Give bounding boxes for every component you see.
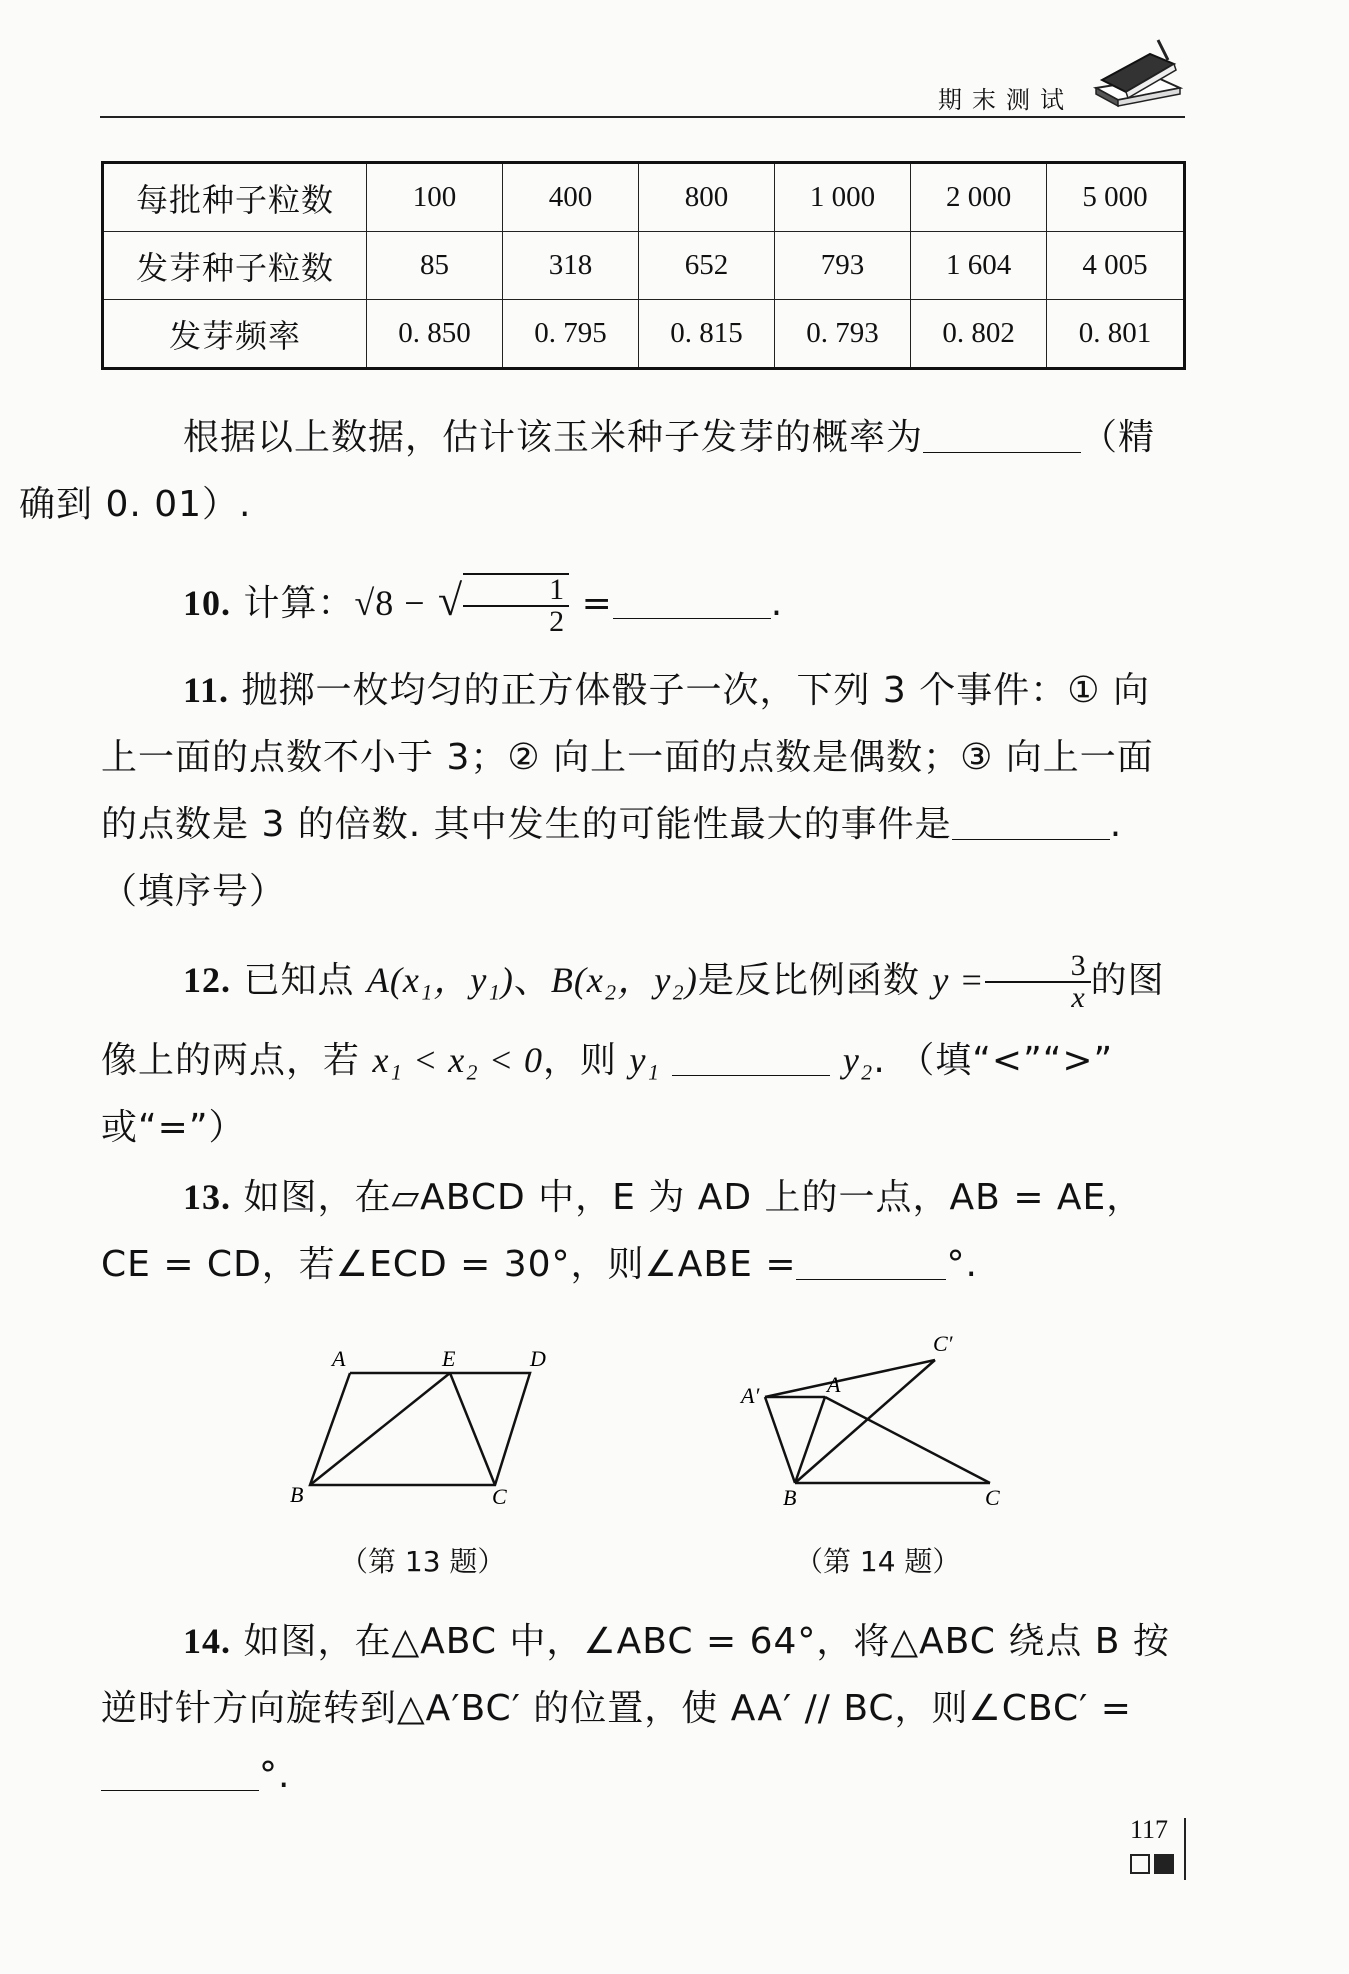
table-cell: 0. 815 [639, 300, 775, 369]
segment-a-prime-b [765, 1397, 795, 1483]
label-d: D [530, 1346, 546, 1371]
figure-13-parallelogram [280, 1340, 570, 1515]
row-header: 发芽频率 [103, 300, 367, 369]
page-marker-line [1184, 1818, 1186, 1880]
parallelogram-abcd [310, 1373, 530, 1485]
table-row [103, 300, 1185, 369]
question-10: 10. 计算：√8 − √ $\frac{1}{2}$ = . [183, 573, 784, 638]
table-cell: 800 [639, 163, 775, 232]
q13-line1: 如图，在▱ABCD 中，E 为 AD 上的一点，AB = AE， [243, 1177, 1144, 1218]
sqrt-sign: √ [437, 576, 464, 625]
book-stack-icon [1088, 30, 1186, 110]
table-cell: 0. 802 [911, 300, 1047, 369]
question-number: 11. [183, 670, 230, 710]
figure-14-caption: （第 14 题） [795, 1545, 961, 1578]
figure-14-rotation [735, 1325, 1015, 1510]
row-header: 每批种子粒数 [103, 163, 367, 232]
running-header-title: 期末测试 [938, 86, 1074, 114]
page-marker-box-filled [1154, 1854, 1174, 1874]
table-cell: 400 [503, 163, 639, 232]
label-c: C [492, 1484, 507, 1509]
question-number: 12. [183, 960, 231, 1000]
table-cell: 1 604 [911, 232, 1047, 300]
table-cell: 318 [503, 232, 639, 300]
table-cell: 100 [367, 163, 503, 232]
header-rule [100, 116, 1185, 118]
q10-fraction: $\frac{1}{2}$ [463, 573, 569, 637]
table-cell: 4 005 [1047, 232, 1185, 300]
figure-13-caption: （第 13 题） [340, 1545, 506, 1578]
label-a: A [332, 1346, 346, 1371]
table-cell: 0. 793 [775, 300, 911, 369]
germination-table [101, 161, 1186, 370]
table-cell: 652 [639, 232, 775, 300]
point-b: B(x₂，y₂) [550, 960, 698, 1000]
q11-line1: 抛掷一枚均匀的正方体骰子一次，下列 3 个事件：① 向 [241, 670, 1150, 711]
q10-sqrt8: √8 − [354, 583, 426, 623]
label-c-prime: C′ [933, 1331, 953, 1356]
q11-line2: 上一面的点数不小于 3；② 向上一面的点数是偶数；③ 向上一面 [101, 737, 1154, 778]
function-y: y = [932, 960, 985, 1000]
answer-blank [672, 1039, 830, 1076]
label-a-prime: A′ [741, 1383, 760, 1408]
question-14: 14. 如图，在△ABC 中，∠ABC = 64°，将△ABC 绕点 B 按 逆时针方向旋转到△A′BC′ 的位置，使 AA′ // BC，则∠CBC′ = °. [101, 1608, 1186, 1809]
question-number: 10. [183, 583, 231, 623]
question-13: 13. 如图，在▱ABCD 中，E 为 AD 上的一点，AB = AE， CE = CD，若∠ECD = 30°，则∠ABE = °. [101, 1177, 1144, 1285]
q13-line2: CE = CD，若∠ECD = 30°，则∠ABE = [101, 1244, 797, 1285]
table-cell: 2 000 [911, 163, 1047, 232]
q12-fraction: $\frac{3}{x}$ [985, 951, 1091, 1013]
table-cell: 5 000 [1047, 163, 1185, 232]
answer-blank [952, 803, 1110, 840]
point-a: A(x₁，y₁) [366, 960, 514, 1000]
q11-line4: （填序号） [101, 871, 287, 912]
inequality: x₁ < x₂ < 0 [372, 1040, 544, 1080]
q11-line3: 的点数是 3 的倍数. 其中发生的可能性最大的事件是 [101, 804, 952, 845]
answer-blank [613, 582, 771, 619]
answer-blank [796, 1243, 946, 1280]
label-e: E [442, 1346, 456, 1371]
q14-line1: 如图，在△ABC 中，∠ABC = 64°，将△ABC 绕点 B 按 [243, 1621, 1170, 1662]
question-9-text [19, 404, 1186, 538]
q10-text: 计算： [243, 583, 355, 624]
segment-ac [825, 1397, 990, 1483]
question-11: 11. 抛掷一枚均匀的正方体骰子一次，下列 3 个事件：① 向 上一面的点数不小于 3；② 向上一面的点数是偶数；③ 向上一面 的点数是 3 的倍数. 其中发生的可能性最大的事件是 . （填序号） [101, 657, 1186, 925]
page-marker-box [1130, 1854, 1150, 1874]
table-cell: 1 000 [775, 163, 911, 232]
label-a: A [827, 1372, 841, 1397]
table-row [103, 232, 1185, 300]
label-b: B [290, 1482, 304, 1507]
question-number: 13. [183, 1177, 231, 1217]
q14-line2: 逆时针方向旋转到△A′BC′ 的位置，使 AA′ // BC，则∠CBC′ = [101, 1688, 1132, 1729]
table-cell: 85 [367, 232, 503, 300]
question-12: 12. 已知点 A(x₁，y₁)、B(x₂，y₂)是反比例函数 y = $\frac{3}{x}$ 的图 像上的两点，若 x₁ < x₂ < 0，则 y₁ y₂. （填“<”“>” 或“=”） [101, 940, 1186, 1161]
q9-line2: 确到 0. 01）. [19, 484, 252, 525]
page-number: 117 [1130, 1815, 1169, 1844]
table-cell: 0. 801 [1047, 300, 1185, 369]
q9-tail: （精 [1081, 417, 1156, 458]
answer-blank [101, 1754, 259, 1791]
table-row [103, 163, 1185, 232]
row-header: 发芽种子粒数 [103, 232, 367, 300]
table-cell: 793 [775, 232, 911, 300]
equals-sign: = [581, 583, 613, 624]
answer-blank [923, 416, 1081, 453]
label-b: B [783, 1485, 797, 1510]
q12-line3: 或“=”） [101, 1107, 246, 1148]
table-cell: 0. 850 [367, 300, 503, 369]
question-number: 14. [183, 1621, 231, 1661]
segment-a-prime-c-prime [765, 1360, 935, 1397]
table-cell: 0. 795 [503, 300, 639, 369]
label-c: C [985, 1485, 1000, 1510]
segment-ec [450, 1373, 495, 1485]
q9-line1: 根据以上数据，估计该玉米种子发芽的概率为 [183, 417, 924, 458]
